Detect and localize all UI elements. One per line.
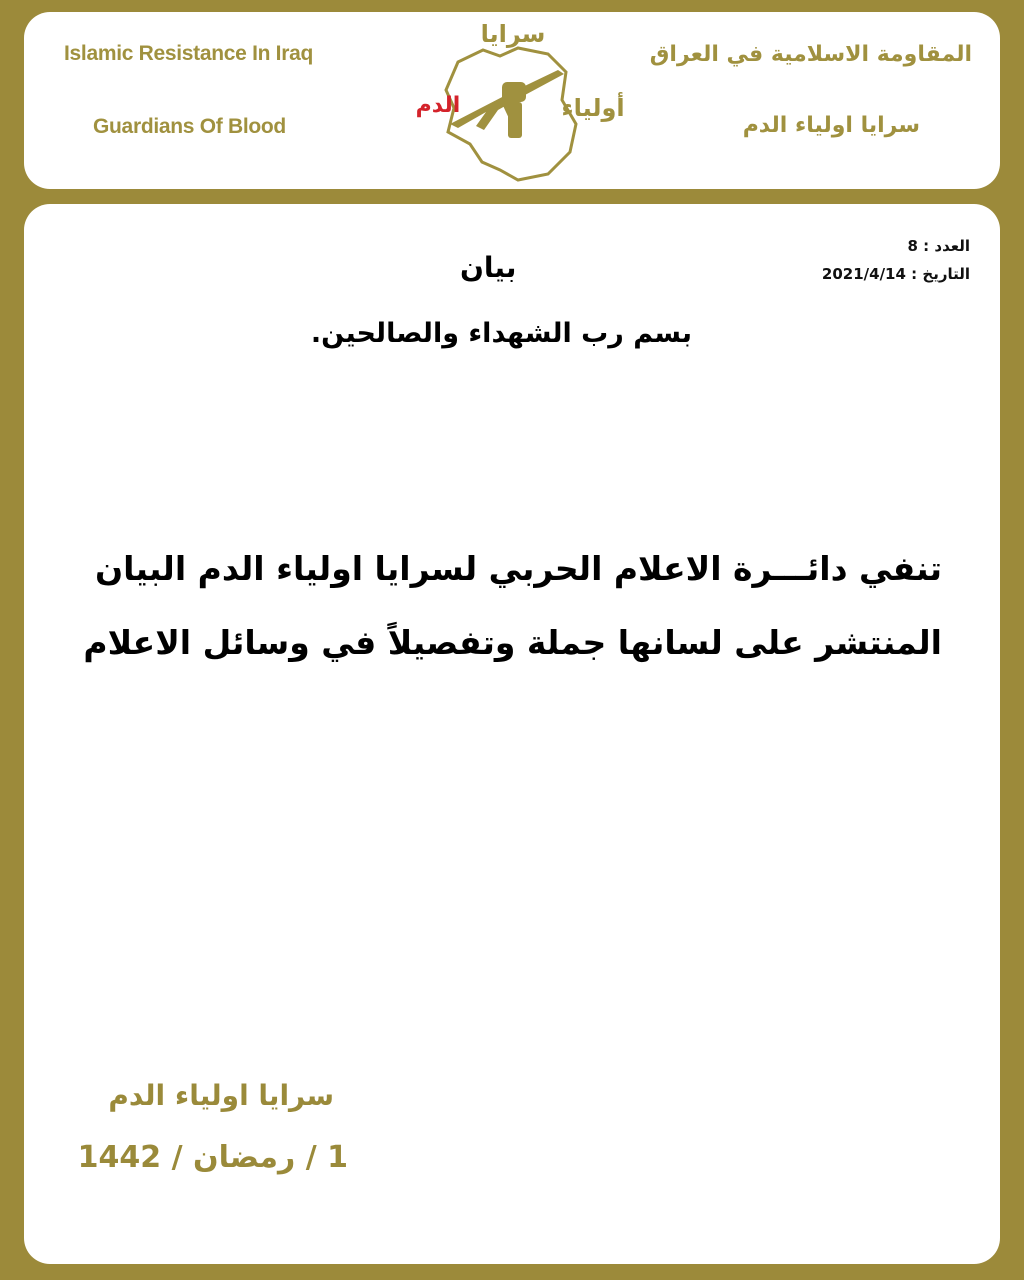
statement-heading: بيان — [460, 251, 517, 284]
statement-line-2: المنتشر على لسانها جملة وتفصيلاً في وسائل الاعلام — [83, 623, 942, 662]
statement-page — [24, 204, 1000, 1264]
logo-word-saraya: سرايا — [480, 20, 546, 48]
group-name-english: Guardians Of Blood — [93, 115, 286, 138]
statement-line-1: تنفي دائـــرة الاعلام الحربي لسرايا اولياء الدم البيان — [94, 549, 942, 588]
signature-hijri-date: 1 / رمضان / 1442 — [77, 1140, 348, 1175]
signature-name: سرايا اولياء الدم — [108, 1079, 334, 1112]
basmala: بسم رب الشهداء والصالحين. — [310, 318, 692, 349]
group-logo — [388, 12, 638, 189]
logo-word-awliya: أولياء — [561, 94, 625, 122]
org-name-english: Islamic Resistance In Iraq — [64, 42, 313, 65]
issue-number: العدد : 8 — [907, 237, 970, 255]
logo-word-aldam: الدم — [415, 93, 461, 118]
letterhead — [24, 12, 1000, 189]
group-name-arabic: سرايا اولياء الدم — [742, 113, 920, 138]
org-name-arabic: المقاومة الاسلامية في العراق — [649, 42, 972, 67]
issue-date: التاريخ : 2021/4/14 — [821, 265, 970, 283]
